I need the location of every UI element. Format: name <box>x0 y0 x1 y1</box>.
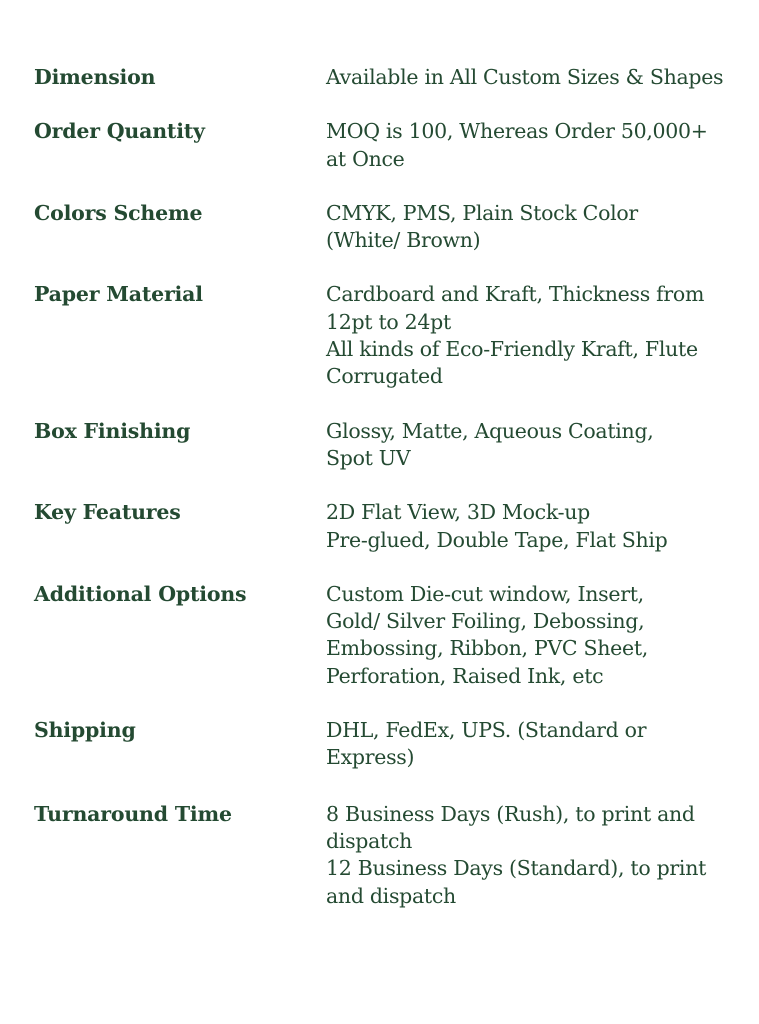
spec-value <box>326 281 734 390</box>
spec-label: Box Finishing <box>34 418 191 443</box>
spec-value-line: 12pt to 24pt <box>326 309 451 334</box>
spec-value-line: Embossing, Ribbon, PVC Sheet, <box>326 636 649 661</box>
spec-row-box-finishing <box>34 418 734 473</box>
spec-value-line: Glossy, Matte, Aqueous Coating, <box>326 418 654 443</box>
spec-value-line: Pre-glued, Double Tape, Flat Ship <box>326 527 668 552</box>
spec-value-line: Gold/ Silver Foiling, Debossing, <box>326 609 645 634</box>
spec-value-line: All kinds of Eco-Friendly Kraft, Flute <box>326 337 698 362</box>
spec-row-dimension <box>34 64 734 91</box>
spec-value-line: Spot UV <box>326 445 411 470</box>
spec-value <box>326 418 734 473</box>
spec-value-line: CMYK, PMS, Plain Stock Color <box>326 200 638 225</box>
spec-row-paper-material <box>34 281 734 390</box>
spec-row-shipping <box>34 717 734 772</box>
spec-row-colors-scheme <box>34 200 734 255</box>
spec-label: Turnaround Time <box>34 801 232 826</box>
spec-row-additional-options <box>34 581 734 690</box>
spec-value <box>326 118 734 173</box>
spec-row-turnaround-time <box>34 801 734 910</box>
spec-value-line: DHL, FedEx, UPS. (Standard or <box>326 718 647 743</box>
spec-value-line: 2D Flat View, 3D Mock-up <box>326 500 590 525</box>
spec-value <box>326 200 734 255</box>
spec-label: Additional Options <box>34 581 247 606</box>
spec-value <box>326 717 734 772</box>
spec-value <box>326 581 734 690</box>
spec-label: Shipping <box>34 718 136 743</box>
spec-value-line: 12 Business Days (Standard), to print <box>326 856 707 881</box>
spec-value-line: Express) <box>326 745 415 770</box>
spec-value <box>326 64 734 91</box>
spec-value-line: Cardboard and Kraft, Thickness from <box>326 282 705 307</box>
spec-value-line: dispatch <box>326 828 413 853</box>
spec-value-line: at Once <box>326 146 405 171</box>
spec-value-line: and dispatch <box>326 883 456 908</box>
spec-value-line: Available in All Custom Sizes & Shapes <box>326 65 724 89</box>
spec-value-line: (White/ Brown) <box>326 228 481 253</box>
spec-value-line: Custom Die-cut window, Insert, <box>326 581 644 606</box>
spec-row-key-features <box>34 499 734 554</box>
spec-row-order-quantity <box>34 118 734 173</box>
spec-label: Colors Scheme <box>34 200 203 225</box>
spec-value-line: Corrugated <box>326 364 443 389</box>
spec-value-line: Perforation, Raised Ink, etc <box>326 663 604 688</box>
spec-label: Paper Material <box>34 282 203 307</box>
spec-label: Key Features <box>34 500 181 525</box>
spec-value <box>326 801 734 910</box>
spec-value <box>326 499 734 554</box>
spec-label: Dimension <box>34 65 156 89</box>
spec-label: Order Quantity <box>34 119 205 144</box>
spec-table <box>34 64 734 937</box>
spec-value-line: 8 Business Days (Rush), to print and <box>326 801 695 826</box>
spec-value-line: MOQ is 100, Whereas Order 50,000+ <box>326 119 708 144</box>
